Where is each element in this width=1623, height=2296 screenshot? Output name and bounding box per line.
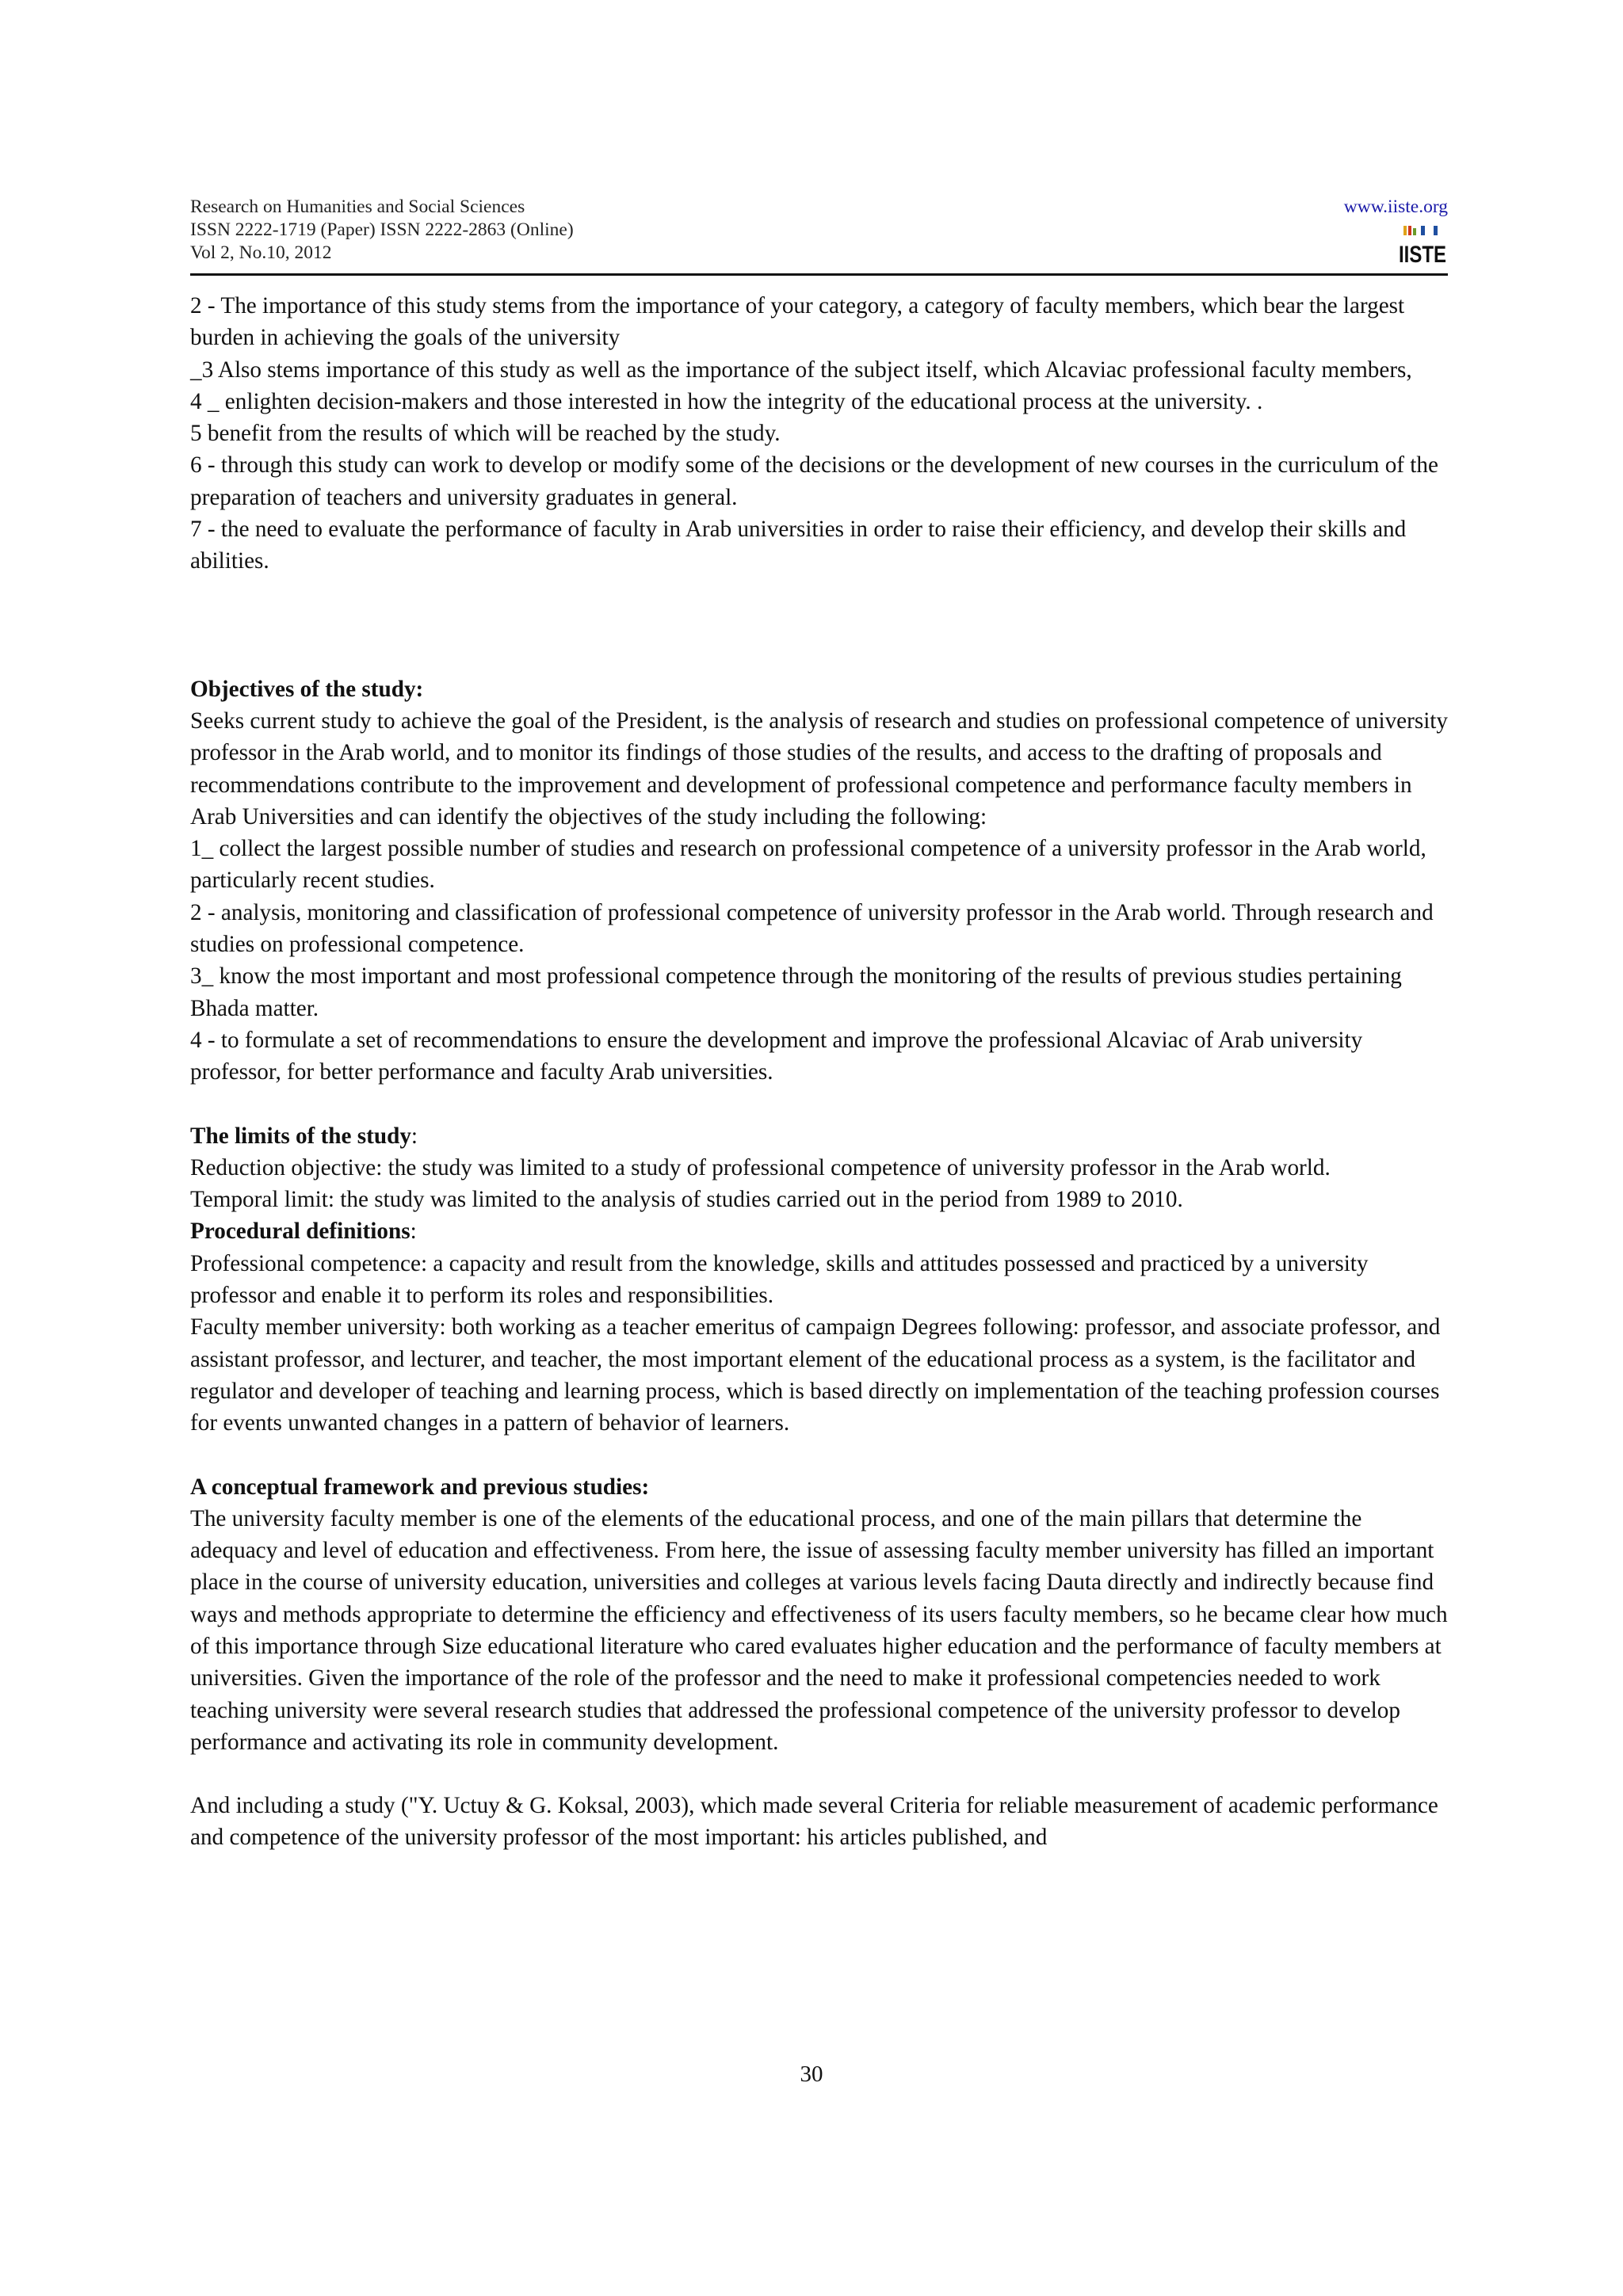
journal-url-link[interactable]: www.iiste.org: [1343, 196, 1448, 217]
intro-item: 7 - the need to evaluate the performance of faculty in Arab universities in order to raise their efficiency, and develop their skills and abilities.: [190, 517, 1407, 574]
objectives-heading: Objectives of the study:: [190, 676, 424, 702]
intro-item: 4 _ enlighten decision-makers and those interested in how the integrity of the educational process at the university. .: [190, 388, 1263, 414]
objectives-line: 1_ collect the largest possible number of studies and research on professional competence of a university professor in the Arab world, particularly recent studies.: [190, 836, 1426, 894]
journal-issn: ISSN 2222-1719 (Paper) ISSN 2222-2863 (Online): [190, 219, 574, 240]
limits-heading-colon: :: [411, 1123, 418, 1149]
page-number: 30: [800, 2061, 823, 2087]
logo-text: IISTE: [1399, 242, 1446, 268]
definitions-heading-line: [190, 1215, 1450, 1247]
header-divider: [190, 273, 1448, 276]
framework-heading: A conceptual framework and previous studies:: [190, 1474, 650, 1500]
objectives-line: 3_ know the most important and most professional competence through the monitoring of the results of previous studies pertaining Bhada matter.: [190, 963, 1402, 1021]
intro-item: _3 Also stems importance of this study as well as the importance of the subject itself, which Alcaviac professional faculty members,: [190, 357, 1412, 383]
intro-item: 2 - The importance of this study stems from the importance of your category, a category of faculty members, which bear the largest burden in achieving the goals of the university: [190, 293, 1405, 351]
limits-heading-line: [190, 1120, 1450, 1152]
intro-item: 5 benefit from the results of which will be reached by the study.: [190, 421, 781, 447]
intro-item: 6 - through this study can work to develop or modify some of the decisions or the development of new courses in the curriculum of the preparation of teachers and university graduates in general.: [190, 452, 1438, 510]
journal-volume: Vol 2, No.10, 2012: [190, 242, 332, 263]
journal-header: [190, 196, 1448, 268]
journal-title: Research on Humanities and Social Sciences: [190, 196, 525, 217]
framework-paragraph: And including a study ("Y. Uctuy & G. Koksal, 2003), which made several Criteria for reliable measurement of academic performance and competence of the university professor of the most important: his articles published, and: [190, 1793, 1438, 1851]
limits-heading: The limits of the study: [190, 1123, 411, 1149]
objectives-line: 2 - analysis, monitoring and classification of professional competence of university professor in the Arab world. Through research and studies on professional competence.: [190, 899, 1434, 958]
definitions-heading: Procedural definitions: [190, 1219, 411, 1245]
objectives-line: Seeks current study to achieve the goal of the President, is the analysis of research and studies on professional competence of university professor in the Arab world, and to monitor its findings of those studies of the results, and access to the drafting of proposals and recommendations contribute to the improvement and development of professional competence and performance faculty members in Arab Universities and can identify the objectives of the study including the following:: [190, 707, 1449, 830]
definitions-heading-colon: :: [410, 1219, 417, 1245]
limits-line: Temporal limit: the study was limited to the analysis of studies carried out in the period from 1989 to 2010.: [190, 1187, 1183, 1213]
iiste-logo: [1397, 224, 1448, 268]
limits-line: Reduction objective: the study was limited to a study of professional competence of university professor in the Arab world.: [190, 1154, 1331, 1180]
definitions-line: Faculty member university: both working as a teacher emeritus of campaign Degrees following: professor, and associate professor, and assistant professor, and lecturer, and teacher, the most important element of the educational process as a system, is the facilitator and regulator and developer of teaching and learning process, which is based directly on implementation of the teaching profession courses for events unwanted changes in a pattern of behavior of learners.: [190, 1314, 1441, 1436]
page-body: [190, 290, 1450, 1854]
framework-paragraph: The university faculty member is one of the elements of the educational process, and one of the main pillars that determine the adequacy and level of education and effectiveness. From here, the issue of assessing faculty member university has filled an important place in the course of university education, universities and colleges at various levels facing Dauta directly and indirectly because find ways and methods appropriate to determine the efficiency and effectiveness of its users faculty members, so he became clear how much of this importance through Size educational literature who cared evaluates higher education and the performance of faculty members at universities. Given the importance of the role of the professor and the need to make it professional competencies needed to work teaching university were several research studies that addressed the professional competence of the university professor to develop performance and activating its role in community development.: [190, 1505, 1448, 1755]
objectives-line: 4 - to formulate a set of recommendations to ensure the development and improve the professional Alcaviac of Arab university professor, for better performance and faculty Arab universities.: [190, 1027, 1363, 1085]
definitions-line: Professional competence: a capacity and result from the knowledge, skills and attitudes possessed and practiced by a university professor and enable it to perform its roles and responsibilities.: [190, 1250, 1369, 1309]
